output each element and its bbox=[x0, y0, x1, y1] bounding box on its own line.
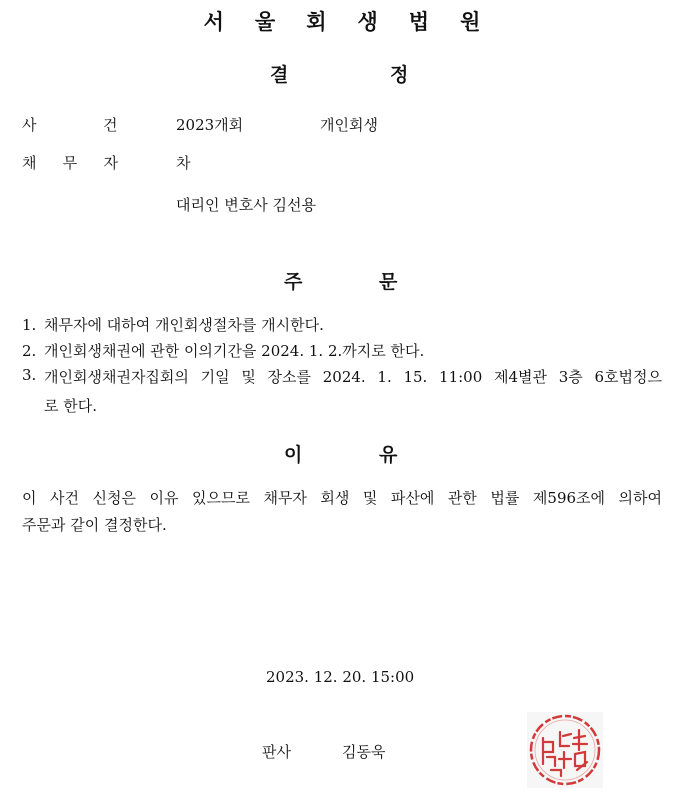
judge-name: 김동욱 bbox=[342, 743, 386, 761]
case-type: 개인회생 bbox=[320, 116, 378, 134]
debtor-label-char: 자 bbox=[103, 154, 118, 172]
reason-text-line1: 이 사건 신청은 이유 있으므로 채무자 회생 및 파산에 관한 법률 제596조에 의하여 bbox=[22, 489, 662, 507]
reason-heading-right: 유 bbox=[379, 444, 398, 466]
order-text: 개인회생채권에 관한 이의기간을 2024. 1. 2.까지로 한다. bbox=[44, 342, 425, 360]
debtor-agent: 대리인 변호사 김선용 bbox=[176, 196, 316, 214]
order-item-1 bbox=[22, 314, 324, 335]
debtor-label bbox=[22, 152, 118, 173]
order-number: 2. bbox=[22, 342, 37, 360]
order-number: 1. bbox=[22, 316, 37, 334]
reason-heading-left: 이 bbox=[284, 444, 303, 466]
order-text: 개인회생채권자집회의 기일 및 장소를 2024. 1. 15. 11:00 제4별관 3층 6호법정으 bbox=[44, 368, 662, 386]
document-type-left: 결 bbox=[270, 64, 289, 86]
case-label-left: 사 bbox=[22, 116, 37, 134]
order-heading-right: 문 bbox=[379, 271, 398, 293]
case-number: 2023개회 bbox=[176, 116, 244, 134]
debtor-label-text bbox=[22, 152, 118, 173]
order-item-2 bbox=[22, 340, 424, 361]
seal-stamp-icon bbox=[527, 712, 603, 788]
order-text: 채무자에 대하여 개인회생절차를 개시한다. bbox=[44, 316, 324, 334]
order-heading-left: 주 bbox=[284, 271, 303, 293]
court-name: 서울회생법원 bbox=[203, 10, 512, 34]
decision-date: 2023. 12. 20. 15:00 bbox=[266, 668, 415, 686]
order-item-3 bbox=[22, 366, 662, 416]
judge-seal bbox=[527, 712, 603, 788]
debtor-label-char: 무 bbox=[62, 154, 78, 172]
judge-title: 판사 bbox=[262, 743, 291, 761]
order-number: 3. bbox=[22, 366, 37, 384]
debtor-name: 차 bbox=[176, 154, 191, 172]
order-text-continued: 로 한다. bbox=[44, 397, 98, 415]
case-label-right: 건 bbox=[103, 116, 118, 134]
debtor-label-char: 채 bbox=[22, 154, 37, 172]
document-type-right: 정 bbox=[390, 64, 409, 86]
reason-text-line2: 주문과 같이 결정한다. bbox=[22, 516, 167, 534]
